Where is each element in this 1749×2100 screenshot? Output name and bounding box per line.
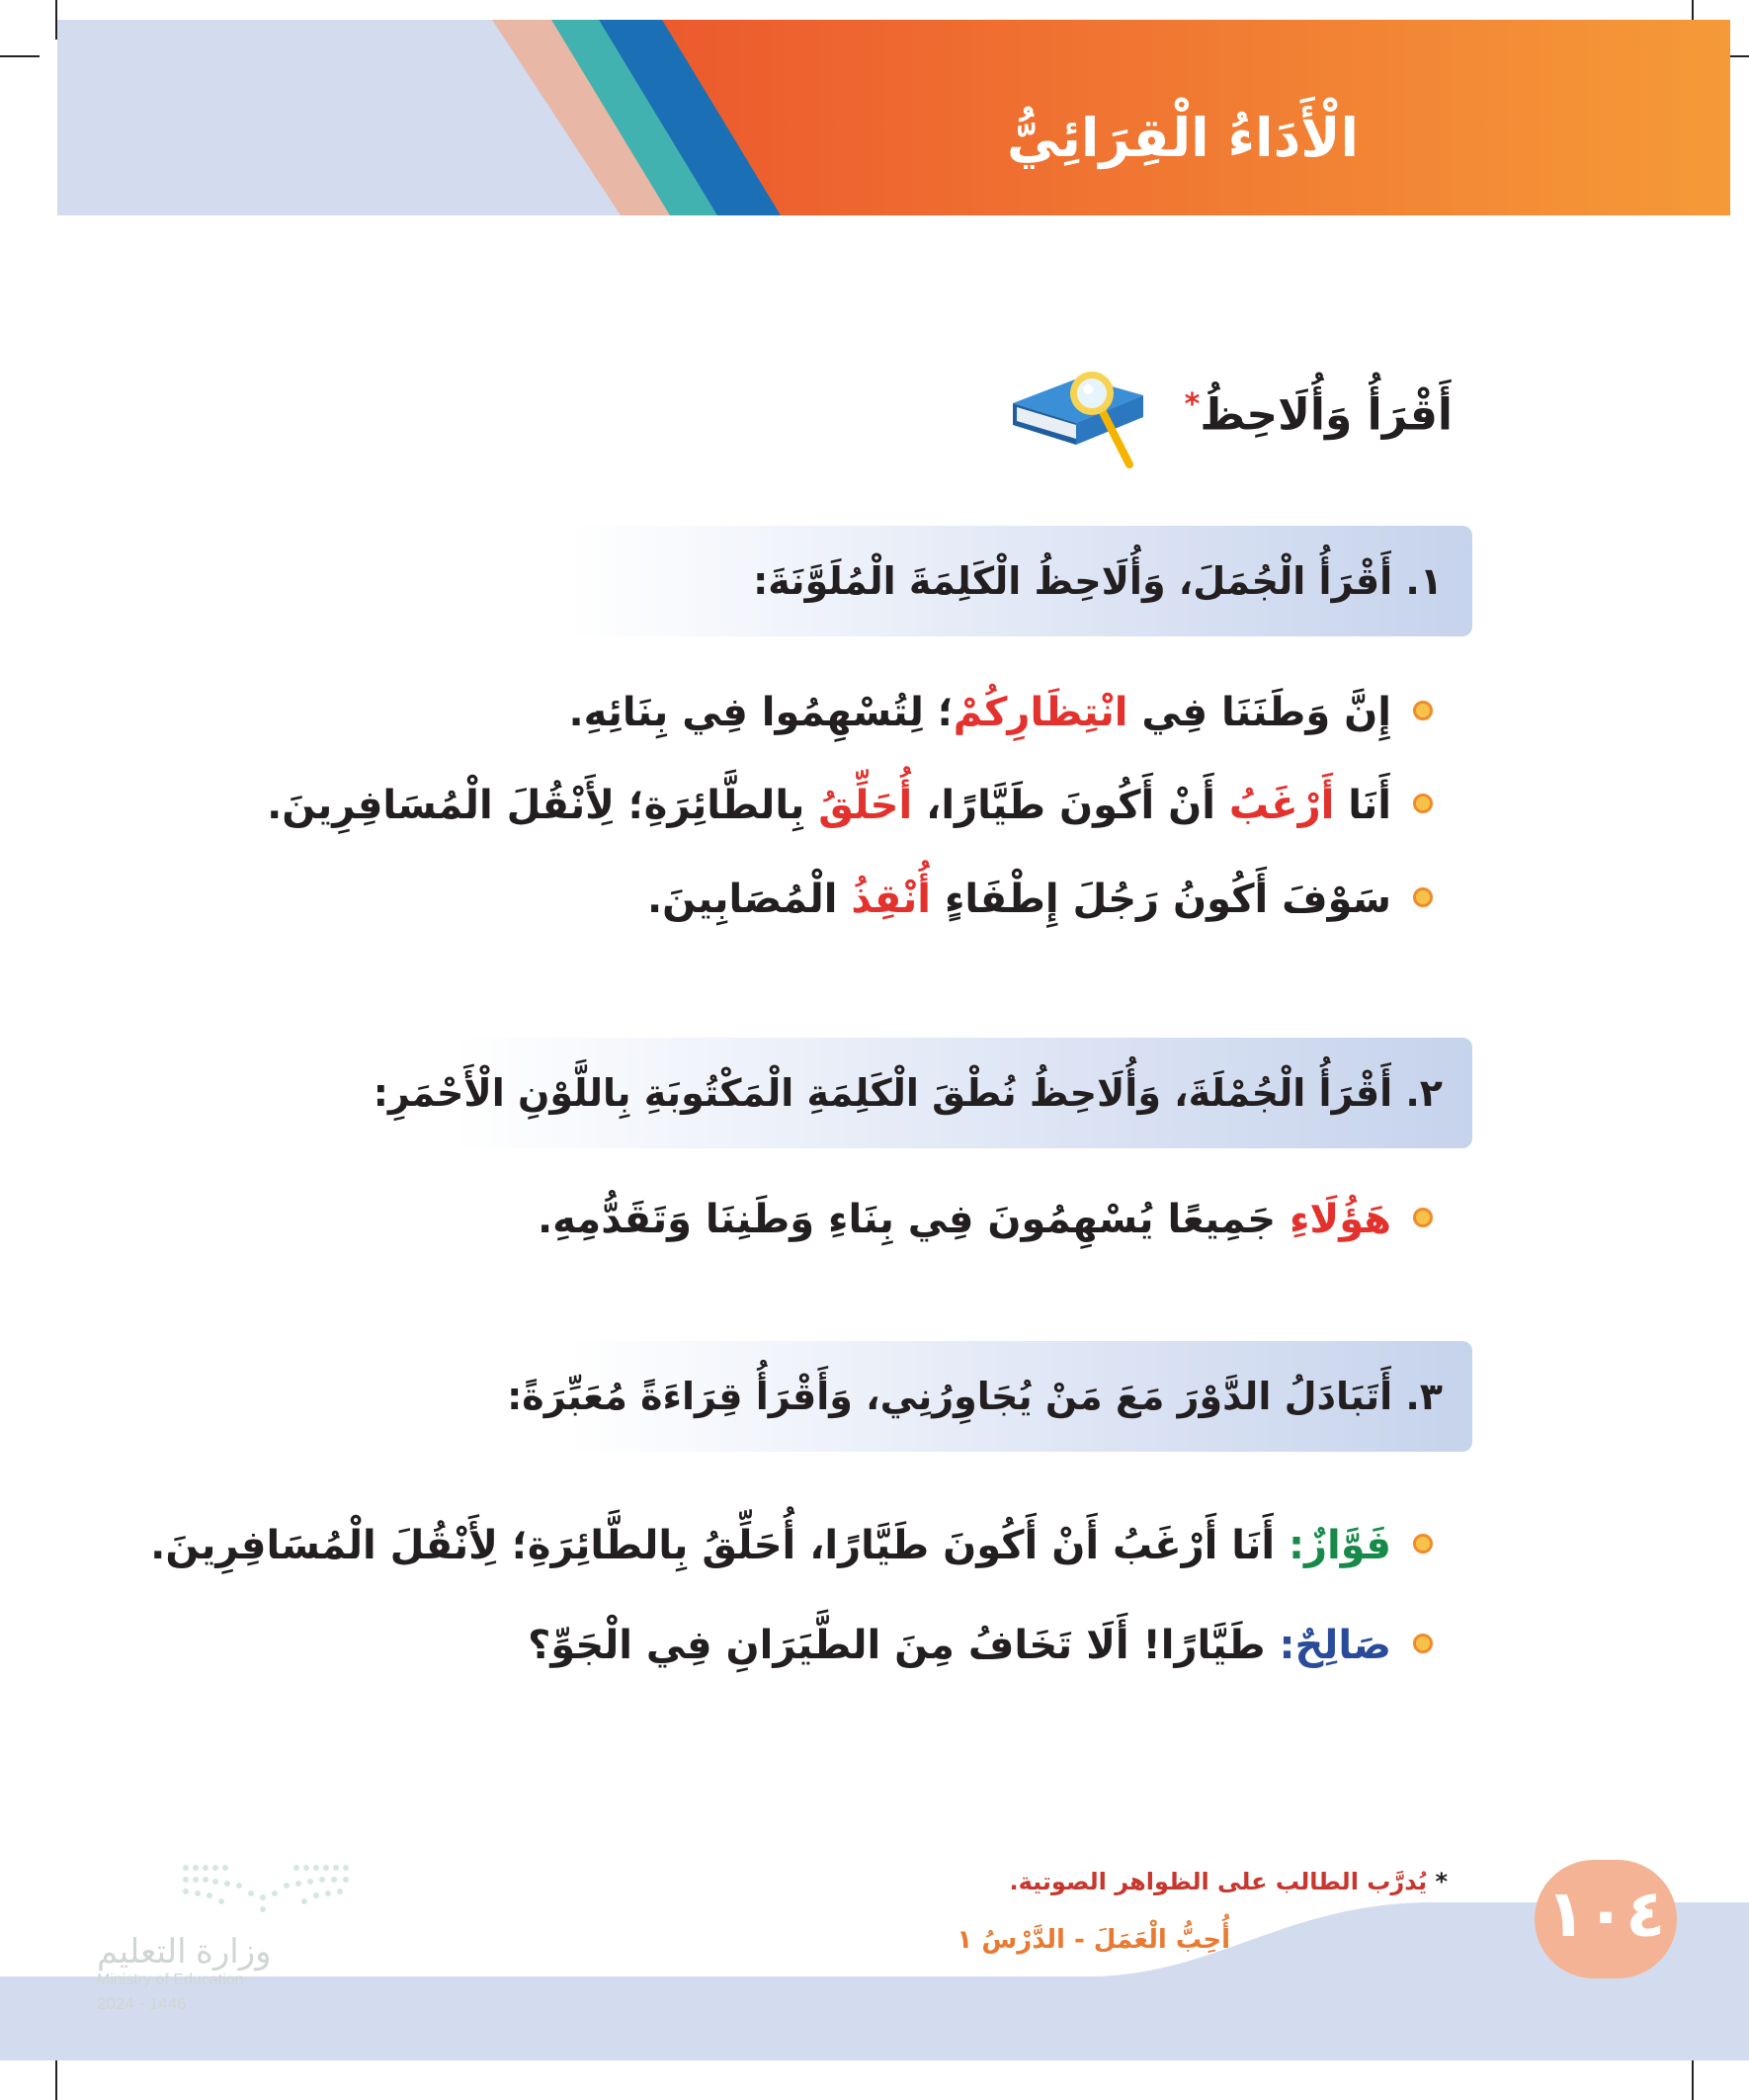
bullet-icon xyxy=(1413,1208,1433,1227)
section-heading-text: أَقْرَأُ وَأُلَاحِظُ xyxy=(1200,389,1453,441)
page-number-badge xyxy=(1535,1860,1677,1978)
highlight-word: هَؤُلَاءِ xyxy=(1289,1197,1391,1242)
ministry-year: 2024 - 1446 xyxy=(97,1994,187,2013)
sentence-1-3: سَوْفَ أَكُونُ رَجُلَ إِطْفَاءٍ أُنْقِذُ الْمُصَابِينَ. xyxy=(647,872,1433,927)
book-magnifier-icon xyxy=(1003,366,1151,469)
dialogue-line-1: فَوَّازٌ: أَنَا أَرْغَبُ أَنْ أَكُونَ طَيَّارًا، أُحَلِّقُ بِالطَّائِرَةِ؛ لِأَنْقُلَ الْمُسَافِرِينَ. xyxy=(150,1518,1433,1573)
crop-mark xyxy=(55,2060,57,2100)
bullet-icon xyxy=(1413,1534,1433,1554)
bullet-icon xyxy=(1413,1634,1433,1653)
highlight-word: انْتِظَارِكُمْ xyxy=(953,690,1128,735)
instruction-bar-3 xyxy=(507,1341,1472,1452)
header-banner xyxy=(57,20,1730,215)
sentence-1-1: إِنَّ وَطَنَنَا فِي انْتِظَارِكُمْ؛ لِتُسْهِمُوا فِي بِنَائِهِ. xyxy=(568,685,1433,740)
footnote: * يُدرَّب الطالب على الظواهر الصوتية. xyxy=(1009,1868,1448,1895)
page-number: ١٠٤ xyxy=(1545,1876,1666,1952)
instruction-1: ١. أَقْرَأُ الْجُمَلَ، وَأُلَاحِظُ الْكَلِمَةَ الْمُلَوَّنَةَ: xyxy=(753,559,1443,603)
speaker-name: صَالِحٌ: xyxy=(1279,1623,1391,1668)
section-heading xyxy=(1185,387,1453,441)
crop-mark xyxy=(0,55,40,57)
highlight-word: أَرْغَبُ xyxy=(1228,783,1335,828)
speaker-name: فَوَّازٌ: xyxy=(1288,1523,1391,1568)
dialogue-line-2: صَالِحٌ: طَيَّارًا! أَلَا تَخَافُ مِنَ الطَّيَرَانِ فِي الْجَوِّ؟ xyxy=(528,1618,1433,1673)
instruction-2: ٢. أَقْرَأُ الْجُمْلَةَ، وَأُلَاحِظُ نُطْقَ الْكَلِمَةِ الْمَكْتُوبَةِ بِاللَّوْنِ الْأَحْمَرِ: xyxy=(373,1071,1443,1115)
lesson-label: أُحِبُّ الْعَمَلَ - الدَّرْسُ ١ xyxy=(957,1925,1230,1955)
ministry-name-en: Ministry of Education xyxy=(97,1972,244,1988)
ministry-logo-icon xyxy=(178,1858,351,1917)
highlight-word: أُحَلِّقُ xyxy=(818,783,913,828)
ministry-name: وزارة التعليم xyxy=(97,1933,272,1971)
highlight-word: أُنْقِذُ xyxy=(851,877,932,922)
bullet-icon xyxy=(1413,794,1433,813)
instruction-3: ٣. أَتَبَادَلُ الدَّوْرَ مَعَ مَنْ يُجَاوِرُنِي، وَأَقْرَأُ قِرَاءَةً مُعَبِّرَةً: xyxy=(507,1375,1443,1418)
bullet-icon xyxy=(1413,701,1433,720)
banner-stripes xyxy=(57,20,1730,215)
page-title: الْأَدَاءُ الْقِرَائِيُّ xyxy=(1006,107,1359,169)
bullet-icon xyxy=(1413,887,1433,907)
sentence-2-1: هَؤُلَاءِ جَمِيعًا يُسْهِمُونَ فِي بِنَاءِ وَطَنِنَا وَتَقَدُّمِهِ. xyxy=(538,1192,1433,1247)
crop-mark xyxy=(1692,2060,1694,2100)
sentence-1-2: أَنَا أَرْغَبُ أَنْ أَكُونَ طَيَّارًا، أُحَلِّقُ بِالطَّائِرَةِ؛ لِأَنْقُلَ الْمُسَافِرِينَ. xyxy=(267,778,1433,833)
instruction-bar-2 xyxy=(373,1038,1472,1148)
footnote-star: * xyxy=(1184,387,1201,422)
instruction-bar-1 xyxy=(568,526,1472,636)
